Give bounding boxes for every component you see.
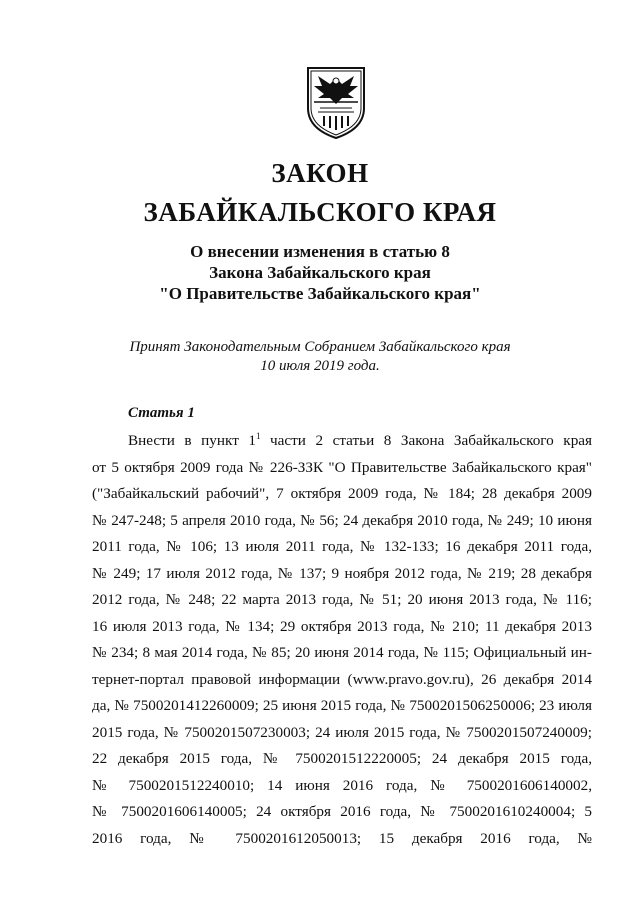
law-subtitle-line: О внесении изменения в статью 8 [190,242,450,261]
body-line: ("Забайкальский рабочий", 7 октября 2009 года, № 184; 28 декабря 2009 [92,485,592,502]
body-line: да, № 7500201412260009; 25 июня 2015 года, № 7500201506250006; 23 июля [92,697,592,714]
body-line: № 7500201606140005; 24 октября 2016 года, № 7500201610240004; 5 [92,803,592,820]
coat-of-arms-icon [300,64,372,140]
body-line: 2015 года, № 7500201507230003; 24 июля 2015 года, № 7500201507240009; [92,723,592,741]
law-region-title: ЗАБАЙКАЛЬСКОГО КРАЯ [143,197,497,227]
body-line: 2016 года, № 7500201612050013; 15 декабря 2016 года, № [92,829,592,847]
body-line: 2011 года, № 106; 13 июля 2011 года, № 132-133; 16 декабря 2011 года, [92,538,592,555]
body-line: Внести в пункт $1^1$ части 2 статьи 8 Закона Забайкальского края [128,431,592,449]
law-subtitle-line: "О Правительстве Забайкальского края" [159,284,481,303]
superscript: 1 [255,431,261,441]
body-line: № 247-248; 5 апреля 2010 года, № 56; 24 декабря 2010 года, № 249; 10 июня [92,511,592,529]
law-title: ЗАКОН [271,158,369,188]
law-subtitle-line: Закона Забайкальского края [209,263,431,282]
body-line: № 7500201512240010; 14 июня 2016 года, № 7500201606140002, [92,776,592,794]
adoption-note: Принят Законодательным Собранием Забайкальского края [129,339,511,355]
body-line: тернет-портал правовой информации (www.pravo.gov.ru), 26 декабря 2014 [92,670,592,688]
body-line: № 234; 8 мая 2014 года, № 85; 20 июня 2014 года, № 115; Официальный ин- [92,644,592,661]
body-line: 22 декабря 2015 года, № 7500201512220005; 24 декабря 2015 года, [92,750,592,767]
body-line: 16 июля 2013 года, № 134; 29 октября 2013 года, № 210; 11 декабря 2013 [92,617,592,635]
adoption-date: 10 июля 2019 года. [260,358,380,374]
article-body [92,428,592,852]
body-line: № 249; 17 июля 2012 года, № 137; 9 ноября 2012 года, № 219; 28 декабря [92,564,592,582]
article-heading: Статья 1 [128,405,195,421]
body-line: от 5 октября 2009 года № 226-ЗЗК "О Правительстве Забайкальского края" [92,458,592,476]
body-line: 2012 года, № 248; 22 марта 2013 года, № 51; 20 июня 2013 года, № 116; [92,591,592,608]
